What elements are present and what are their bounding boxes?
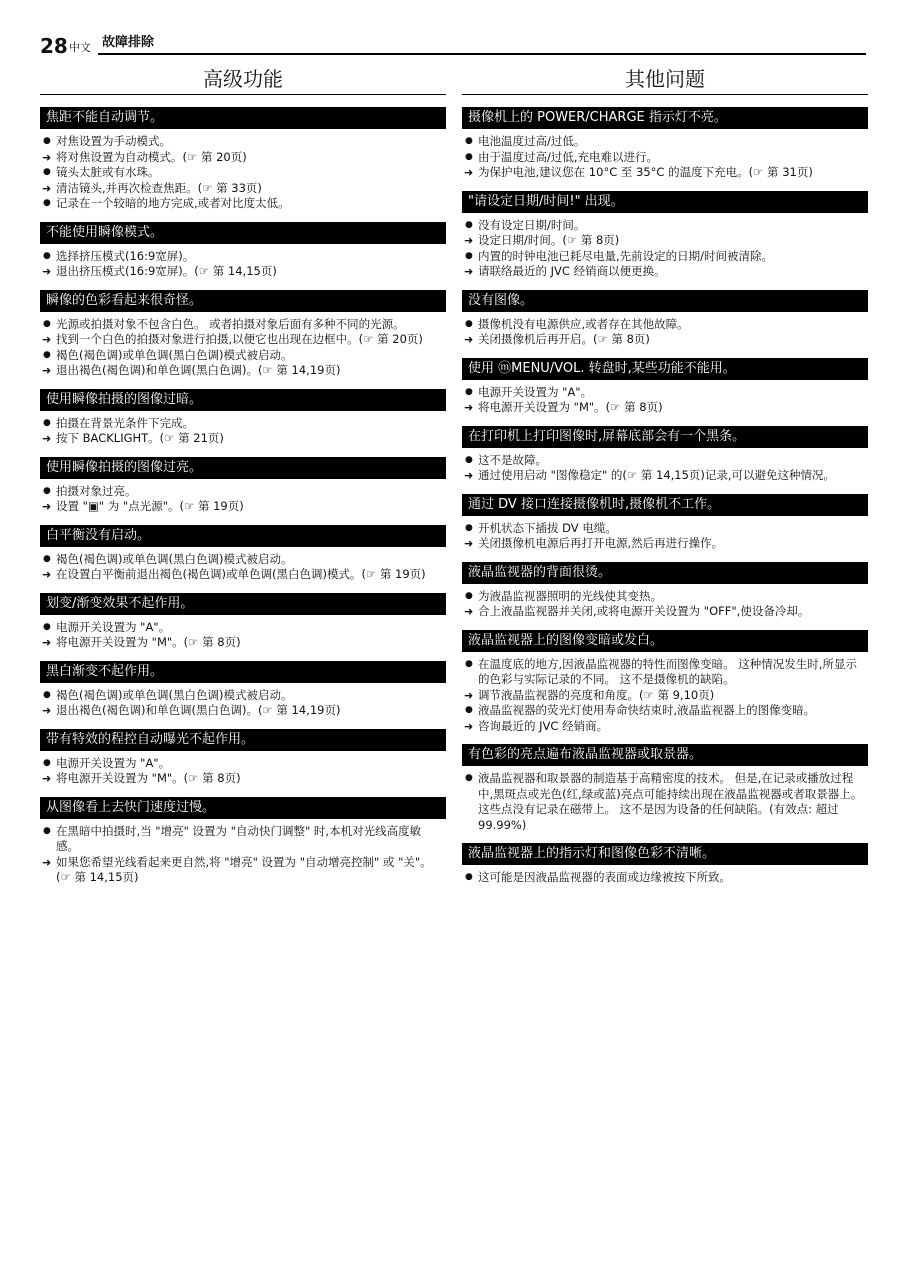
bullet-icon: ● (43, 417, 51, 428)
item-text: 将电源开关设置为 "M"。(☞ 第 8页) (56, 635, 241, 649)
remedy-item (40, 855, 446, 886)
arrow-icon: ➜ (464, 605, 474, 618)
arrow-icon: ➜ (464, 469, 474, 482)
bullet-icon: ● (43, 485, 51, 496)
item-text: 内置的时钟电池已耗尽电量,先前设定的日期/时间被清除。 (478, 248, 774, 263)
trouble-section (40, 593, 446, 651)
item-text: 在温度底的地方,因液晶监视器的特性而图像变暗。 这种情况发生时,所显示的色彩与实际记录的不同。 这不是摄像机的缺陷。 (478, 656, 857, 686)
remedy-item (40, 771, 446, 787)
bullet-icon: ● (465, 318, 473, 329)
bullet-icon: ● (43, 136, 51, 146)
arrow-icon: ➜ (42, 568, 52, 581)
remedy-item (40, 431, 446, 447)
bullet-icon: ● (43, 621, 51, 632)
bullet-icon: ● (465, 658, 473, 669)
cause-item (462, 657, 868, 688)
trouble-section (462, 494, 868, 552)
item-text: 通过使用启动 "图像稳定" 的(☞ 第 14,15页)记录,可以避免这种情况。 (478, 468, 836, 482)
item-text: 褐色(褐色调)或单色调(黑白色调)模式被启动。 (56, 687, 293, 702)
trouble-section (462, 630, 868, 735)
section-heading: 使用 ⓜMENU/VOL. 转盘时,某些功能不能用。 (462, 358, 868, 380)
item-text: 液晶监视器和取景器的制造基于高精密度的技术。 但是,在记录或播放过程中,黑斑点或光色(红,绿或蓝)亮点可能持续出现在液晶监视器或者取景器上。 这些点没有记录在磁带上。 这不是因为设备的任何缺陷。(有效点: 超过 99.99%) (478, 771, 863, 832)
trouble-section (462, 290, 868, 348)
remedy-item (40, 567, 446, 583)
arrow-icon: ➜ (464, 688, 474, 702)
cause-item (462, 317, 868, 333)
item-text: 为保护电池,建议您在 10°C 至 35°C 的温度下充电。(☞ 第 31页) (478, 165, 813, 179)
cause-item (40, 165, 446, 181)
remedy-item (462, 264, 868, 280)
section-heading: 黑白渐变不起作用。 (40, 661, 446, 683)
section-heading: 液晶监视器上的图像变暗或发白。 (462, 630, 868, 652)
cause-item (40, 620, 446, 636)
trouble-section (462, 426, 868, 484)
item-text: 退出褐色(褐色调)和单色调(黑白色调)。(☞ 第 14,19页) (56, 363, 341, 377)
section-title: 故障排除 (102, 35, 155, 50)
bullet-icon: ● (43, 198, 51, 208)
arrow-icon: ➜ (464, 166, 474, 179)
trouble-section (462, 744, 868, 833)
remedy-item (462, 719, 868, 735)
remedy-item (40, 264, 446, 280)
arrow-icon: ➜ (42, 432, 52, 445)
item-text: 如果您希望光线看起来更自然,将 "增亮" 设置为 "自动增亮控制" 或 "关"。(☞ 第 14,15页) (56, 854, 432, 884)
trouble-section (462, 107, 868, 181)
trouble-section (40, 107, 446, 212)
item-text: 调节液晶监视器的亮度和角度。(☞ 第 9,10页) (478, 687, 715, 702)
item-text: 褐色(褐色调)或单色调(黑白色调)模式被启动。 (56, 347, 293, 362)
section-heading: 在打印机上打印图像时,屏幕底部会有一个黑条。 (462, 426, 868, 448)
arrow-icon: ➜ (42, 364, 52, 377)
remedy-item (462, 604, 868, 620)
cause-item (462, 249, 868, 265)
item-text: 光源或拍摄对象不包含白色。 或者拍摄对象后面有多种不同的光源。 (56, 316, 405, 331)
item-text: 设定日期/时间。(☞ 第 8页) (478, 233, 620, 247)
remedy-item (40, 150, 446, 166)
section-heading: 没有图像。 (462, 290, 868, 312)
item-text: 关闭摄像机后再开启。(☞ 第 8页) (478, 332, 650, 346)
remedy-item (40, 181, 446, 197)
bullet-icon: ● (43, 167, 51, 177)
cause-item (40, 416, 446, 432)
bullet-icon: ● (465, 151, 473, 162)
bullet-icon: ● (465, 522, 473, 533)
remedy-item (462, 233, 868, 249)
cause-item (462, 218, 868, 234)
trouble-section (40, 525, 446, 583)
item-text: 将电源开关设置为 "M"。(☞ 第 8页) (478, 400, 663, 414)
item-text: 合上液晶监视器并关闭,或将电源开关设置为 "OFF",使设备冷却。 (478, 604, 810, 618)
arrow-icon: ➜ (42, 636, 52, 649)
bullet-icon: ● (465, 773, 473, 783)
section-heading: 从图像看上去快门速度过慢。 (40, 797, 446, 819)
bullet-icon: ● (465, 872, 473, 882)
arrow-icon: ➜ (42, 150, 52, 164)
bullet-icon: ● (465, 250, 473, 261)
remedy-item (40, 363, 446, 379)
section-heading: 白平衡没有启动。 (40, 525, 446, 547)
bullet-icon: ● (43, 349, 51, 360)
cause-item (40, 317, 446, 333)
arrow-icon: ➜ (42, 500, 52, 513)
section-heading: 液晶监视器的背面很烫。 (462, 562, 868, 584)
trouble-section (462, 562, 868, 620)
item-text: 电源开关设置为 "A"。 (56, 755, 171, 770)
cause-item (462, 771, 868, 833)
cause-item (462, 150, 868, 166)
remedy-item (40, 635, 446, 651)
remedy-item (462, 400, 868, 416)
cause-item (40, 756, 446, 772)
section-heading: 不能使用瞬像模式。 (40, 222, 446, 244)
item-text: 褐色(褐色调)或单色调(黑白色调)模式被启动。 (56, 551, 293, 566)
cause-item (40, 688, 446, 704)
section-heading: "请设定日期/时间!" 出现。 (462, 191, 868, 213)
item-text: 由于温度过高/过低,充电难以进行。 (478, 149, 659, 164)
item-text: 设置 "▣" 为 "点光源"。(☞ 第 19页) (56, 499, 244, 513)
item-text: 清洁镜头,并再次检查焦距。(☞ 第 33页) (56, 180, 262, 195)
cause-item (40, 824, 446, 855)
trouble-section (40, 290, 446, 379)
item-text: 在黑暗中拍摄时,当 "增亮" 设置为 "自动快门调整" 时,本机对光线高度敏感。 (56, 823, 422, 853)
cause-item (462, 453, 868, 469)
trouble-section (462, 358, 868, 416)
remedy-item (462, 536, 868, 552)
item-text: 这不是故障。 (478, 452, 547, 467)
bullet-icon: ● (465, 386, 473, 397)
item-text: 摄像机没有电源供应,或者存在其他故障。 (478, 316, 689, 331)
item-text: 请联络最近的 JVC 经销商以便更换。 (478, 264, 666, 278)
remedy-item (40, 703, 446, 719)
bullet-icon: ● (43, 689, 51, 700)
left-sections (40, 107, 446, 886)
bullet-icon: ● (43, 825, 51, 836)
arrow-icon: ➜ (464, 234, 474, 247)
cause-item (462, 703, 868, 719)
section-heading: 使用瞬像拍摄的图像过暗。 (40, 389, 446, 411)
item-text: 电源开关设置为 "A"。 (478, 384, 593, 399)
cause-item (462, 870, 868, 886)
cause-item (40, 552, 446, 568)
remedy-item (462, 332, 868, 348)
remedy-item (462, 468, 868, 484)
right-column (462, 66, 868, 896)
language-label: 中文 (69, 41, 91, 54)
trouble-section (462, 843, 868, 886)
item-text: 开机状态下插拔 DV 电缆。 (478, 520, 617, 535)
bullet-icon: ● (43, 318, 51, 329)
arrow-icon: ➜ (42, 772, 52, 785)
section-heading: 带有特效的程控自动曝光不起作用。 (40, 729, 446, 751)
item-text: 找到一个白色的拍摄对象进行拍摄,以便它也出现在边框中。(☞ 第 20页) (56, 332, 423, 346)
section-heading: 通过 DV 接口连接摄像机时,摄像机不工作。 (462, 494, 868, 516)
left-column (40, 66, 446, 896)
left-column-title: 高级功能 (40, 66, 446, 95)
section-heading: 划变/渐变效果不起作用。 (40, 593, 446, 615)
item-text: 关闭摄像机电源后再打开电源,然后再进行操作。 (478, 536, 724, 550)
remedy-item (40, 332, 446, 348)
arrow-icon: ➜ (42, 704, 52, 717)
item-text: 电源开关设置为 "A"。 (56, 619, 171, 634)
cause-item (40, 249, 446, 265)
item-text: 对焦设置为手动模式。 (56, 134, 171, 148)
trouble-section (40, 729, 446, 787)
remedy-item (462, 688, 868, 704)
arrow-icon: ➜ (42, 265, 52, 278)
item-text: 将电源开关设置为 "M"。(☞ 第 8页) (56, 771, 241, 785)
section-heading: 液晶监视器上的指示灯和图像色彩不清晰。 (462, 843, 868, 865)
item-text: 选择挤压模式(16:9宽屏)。 (56, 248, 195, 263)
cause-item (462, 521, 868, 537)
item-text: 记录在一个较暗的地方完成,或者对比度太低。 (56, 196, 290, 210)
item-text: 拍摄对象过亮。 (56, 483, 137, 498)
arrow-icon: ➜ (464, 537, 474, 550)
trouble-section (40, 457, 446, 515)
item-text: 这可能是因液晶监视器的表面或边缘被按下所致。 (478, 870, 731, 884)
item-text: 按下 BACKLIGHT。(☞ 第 21页) (56, 431, 224, 445)
cause-item (462, 385, 868, 401)
item-text: 镜头太脏或有水珠。 (56, 165, 160, 179)
item-text: 退出褐色(褐色调)和单色调(黑白色调)。(☞ 第 14,19页) (56, 703, 341, 717)
right-column-title: 其他问题 (462, 66, 868, 95)
item-text: 液晶监视器的荧光灯使用寿命快结束时,液晶监视器上的图像变暗。 (478, 703, 816, 717)
trouble-section (40, 661, 446, 719)
arrow-icon: ➜ (464, 265, 474, 278)
arrow-icon: ➜ (42, 855, 52, 869)
item-text: 没有设定日期/时间。 (478, 217, 586, 232)
trouble-section (40, 797, 446, 886)
trouble-section (40, 222, 446, 280)
cause-item (40, 348, 446, 364)
header-rule (98, 53, 866, 55)
bullet-icon: ● (43, 250, 51, 261)
section-heading: 摄像机上的 POWER/CHARGE 指示灯不亮。 (462, 107, 868, 129)
item-text: 在设置白平衡前退出褐色(褐色调)或单色调(黑白色调)模式。(☞ 第 19页) (56, 567, 426, 581)
item-text: 退出挤压模式(16:9宽屏)。(☞ 第 14,15页) (56, 264, 277, 278)
arrow-icon: ➜ (464, 333, 474, 346)
item-text: 拍摄在背景光条件下完成。 (56, 415, 194, 430)
bullet-icon: ● (465, 219, 473, 230)
trouble-section (462, 191, 868, 280)
cause-item (462, 134, 868, 150)
cause-item (40, 484, 446, 500)
right-sections (462, 107, 868, 886)
item-text: 电池温度过高/过低。 (478, 134, 586, 148)
arrow-icon: ➜ (42, 181, 52, 195)
section-heading: 使用瞬像拍摄的图像过亮。 (40, 457, 446, 479)
arrow-icon: ➜ (464, 401, 474, 414)
bullet-icon: ● (43, 553, 51, 564)
remedy-item (40, 499, 446, 515)
page-number: 28 (40, 34, 68, 58)
bullet-icon: ● (465, 454, 473, 465)
arrow-icon: ➜ (464, 719, 474, 733)
trouble-section (40, 389, 446, 447)
item-text: 咨询最近的 JVC 经销商。 (478, 718, 609, 733)
item-text: 为液晶监视器照明的光线使其变热。 (478, 588, 662, 603)
bullet-icon: ● (465, 705, 473, 715)
remedy-item (462, 165, 868, 181)
section-heading: 有色彩的亮点遍布液晶监视器或取景器。 (462, 744, 868, 766)
bullet-icon: ● (465, 136, 473, 146)
item-text: 将对焦设置为自动模式。(☞ 第 20页) (56, 149, 247, 164)
bullet-icon: ● (43, 757, 51, 768)
cause-item (40, 196, 446, 212)
page-header (40, 34, 866, 58)
cause-item (40, 134, 446, 150)
section-heading: 焦距不能自动调节。 (40, 107, 446, 129)
bullet-icon: ● (465, 590, 473, 601)
section-heading: 瞬像的色彩看起来很奇怪。 (40, 290, 446, 312)
arrow-icon: ➜ (42, 333, 52, 346)
cause-item (462, 589, 868, 605)
